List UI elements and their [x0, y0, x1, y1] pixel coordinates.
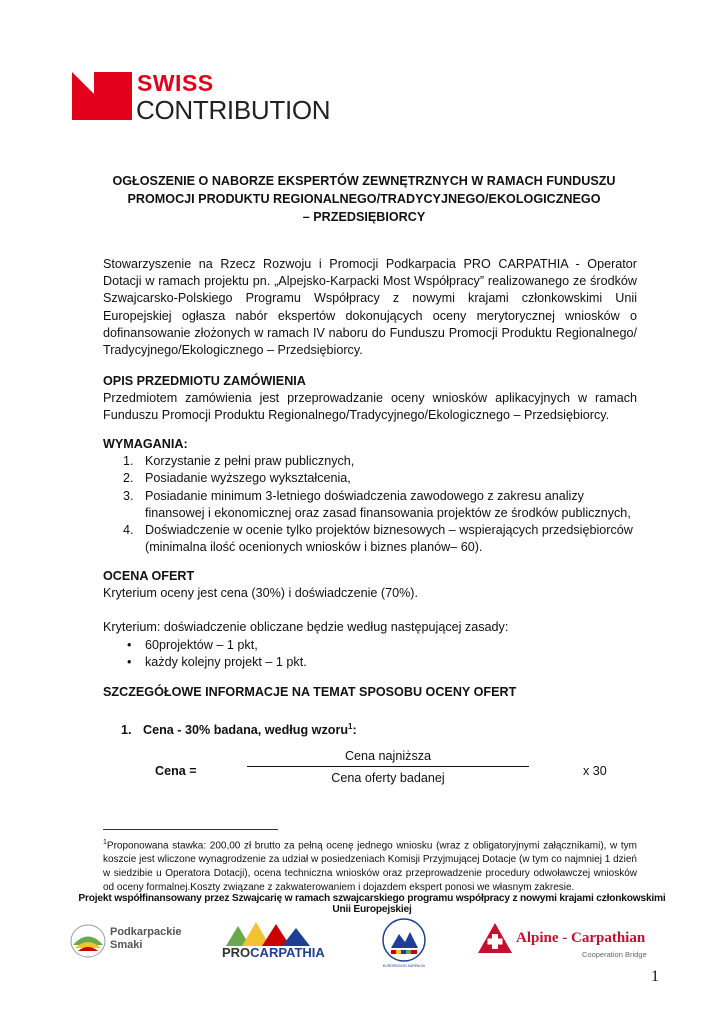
formula-multiplier: x 30: [583, 764, 607, 778]
procarpathia-logo: [222, 918, 325, 963]
euroregion-logo-text: EUROREGION KARPACKI: [382, 964, 426, 968]
list-item-text: 60projektów – 1 pkt,: [145, 637, 258, 652]
list-item-number: 2.: [123, 471, 134, 486]
alpine-logo-sub: Cooperation Bridge: [582, 950, 647, 959]
list-item-number: 1.: [123, 454, 134, 469]
details-item-text: Cena - 30% badana, według wzoru: [143, 723, 349, 738]
formula-numerator: Cena najniższa: [344, 749, 432, 763]
intro-paragraph: Stowarzyszenie na Rzecz Rozwoju i Promocji Podkarpacia PRO CARPATHIA - Operator Dotacji w ramach projektu pn. „Alpejsko-Karpacki Most Współpracy” realizowanego ze środków Szwajcarsko-Polskiego Programu Współpracy z nowymi krajami członkowskimi Unii Europejskiej ogłasza nabór ekspertów dokonujących oceny merytorycznej wniosków o dofinansowanie złożonych w ramach IV naboru do Funduszu Promocji Produktu Regionalnego/ Tradycyjnego/Ekologicznego – Przedsiębiorcy.: [103, 257, 637, 358]
bullet-icon: •: [127, 654, 132, 669]
alpine-logo-main: Alpine - Carpathian: [516, 930, 646, 946]
document-title: [100, 172, 628, 226]
logo-swiss-text: SWISS: [137, 70, 214, 96]
footnote: [103, 836, 637, 895]
bullet-icon: •: [127, 637, 132, 652]
list-item: [103, 654, 637, 671]
evaluation-heading: OCENA OFERT: [103, 569, 195, 583]
formula-label: Cena =: [155, 764, 197, 778]
title-line-2: PROMOCJI PRODUKTU REGIONALNEGO/TRADYCYJNEGO/EKOLOGICZNEGO: [127, 192, 601, 206]
formula-denominator: Cena oferty badanej: [331, 771, 445, 785]
footnote-reference[interactable]: 1: [348, 722, 353, 731]
experience-bullets: [103, 637, 637, 671]
mountains-icon: [226, 922, 318, 946]
requirements-heading: WYMAGANIA:: [103, 437, 188, 451]
alpine-carpathian-logo: [478, 918, 656, 963]
list-item: [103, 488, 637, 522]
swiss-flag-logo-icon: [72, 72, 132, 120]
list-item: [103, 522, 637, 556]
list-item-text: każdy kolejny projekt – 1 pkt.: [145, 654, 307, 669]
subject-section: [103, 373, 637, 425]
requirements-list: [103, 453, 637, 556]
podkarpackie-smaki-icon: [70, 924, 106, 958]
subject-text: Przedmiotem zamówienia jest przeprowadzanie oceny wniosków aplikacyjnych w ramach Funduszu Promocji Produktu Regionalnego/Tradycyjnego/Ekologicznego – Przedsiębiorcy.: [103, 391, 637, 423]
list-item-number: 3.: [123, 488, 134, 503]
podkarpackie-logo-line1: Podkarpackie: [110, 926, 182, 938]
requirements-section: [103, 436, 637, 556]
list-item: [103, 637, 637, 654]
procarpathia-logo-main: CARPATHIA: [250, 945, 325, 960]
title-line-1: OGŁOSZENIE O NABORZE EKSPERTÓW ZEWNĘTRZNYCH W RAMACH FUNDUSZU: [112, 174, 616, 188]
details-item-number: 1.: [121, 723, 132, 738]
list-item-text: Doświadczenie w ocenie tylko projektów biznesowych – wspierających przedsiębiorców (minimalna ilość ocenionych wniosków i biznes planów– 60).: [145, 523, 633, 555]
evaluation-section: [103, 568, 637, 671]
title-line-3: – PRZEDSIĘBIORCY: [302, 210, 426, 224]
fraction-line: [247, 766, 529, 767]
list-item-text: Korzystanie z pełni praw publicznych,: [145, 454, 355, 469]
details-heading: SZCZEGÓŁOWE INFORMACJE NA TEMAT SPOSOBU OCENY OFERT: [103, 685, 517, 699]
list-item-text: Posiadanie minimum 3-letniego doświadczenia zawodowego z zakresu analizy finansowej i ekonomicznej oraz zasad finansowania projektów ze środków publicznych,: [145, 488, 631, 520]
footnote-separator: [103, 829, 278, 830]
list-item: [103, 470, 637, 487]
details-item: [103, 718, 637, 739]
euroregion-emblem-icon: [379, 918, 429, 962]
evaluation-criteria: Kryterium oceny jest cena (30%) i doświadczenie (70%).: [103, 586, 418, 601]
list-item-text: Posiadanie wyższego wykształcenia,: [145, 471, 351, 486]
list-item: [103, 453, 637, 470]
footnote-marker: 1: [103, 839, 107, 846]
procarpathia-logo-pro: PRO: [222, 945, 251, 960]
page-number: 1: [651, 968, 659, 985]
logo-contribution-text: CONTRIBUTION: [136, 95, 331, 125]
footnote-text: Proponowana stawka: 200,00 zł brutto za pełną ocenę jednego wniosku (wraz z obligatoryjnymi załącznikami), w tym koszcie jest wliczone wynagrodzenie za udział w posiedzeniach Komisji Przyjmującej Dotacje (w tym co najmniej 1 dzień w siedzibie u Operatora Dotacji), ocena techniczna wniosków oraz przeprowadzenie procedury odwoławczej wniosków od oceny formalnej.Koszty związane z zakwaterowaniem i dojazdem ekspert ponosi we własnym zakresie.: [103, 840, 637, 894]
alpine-carpathian-icon: [478, 923, 512, 953]
details-item-colon: :: [352, 723, 357, 738]
cofinancing-note: Projekt współfinansowany przez Szwajcarię w ramach szwajcarskiego programu współpracy z nowymi krajami członkowskimi Unii Europejskiej: [78, 893, 666, 915]
euroregion-karpacki-logo: [378, 918, 430, 968]
podkarpackie-smaki-logo: [70, 918, 210, 963]
podkarpackie-logo-line2: Smaki: [110, 939, 143, 951]
subject-heading: OPIS PRZEDMIOTU ZAMÓWIENIA: [103, 374, 306, 388]
list-item-number: 4.: [123, 523, 134, 538]
experience-intro: Kryterium: doświadczenie obliczane będzie według następującej zasady:: [103, 620, 509, 635]
